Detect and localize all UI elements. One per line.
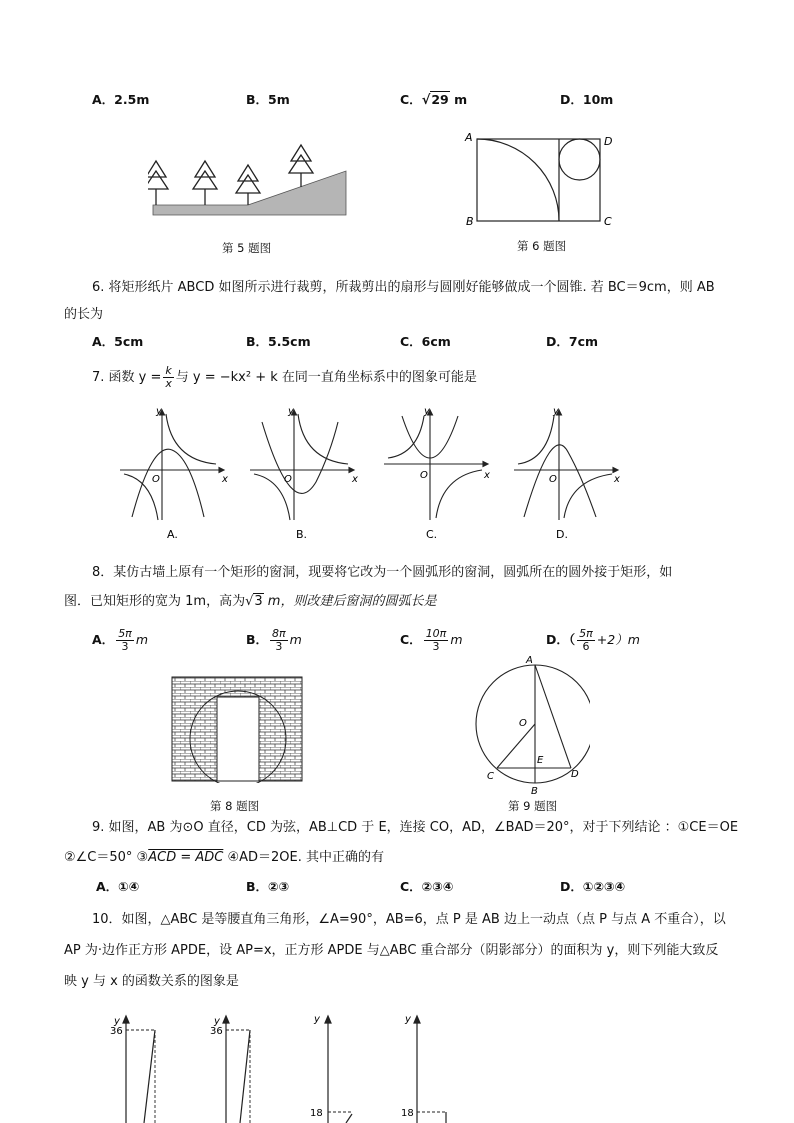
- q6-stem-line2: 的长为: [64, 307, 104, 322]
- label-c: C: [604, 215, 612, 228]
- q9-stem-line2: ②∠C＝50° ③ACD = ADC ④AD＝2OE. 其中正确的有: [64, 850, 385, 865]
- sector-arc: [477, 139, 559, 221]
- label-d: D: [604, 135, 613, 148]
- q8-option-a: A． $\frac{5\pi}{3}$ m: [92, 627, 148, 653]
- graph-b-label: B.: [296, 528, 308, 541]
- q10-graphs: [90, 1008, 460, 1123]
- q9-caption: 第 9 题图: [508, 799, 558, 813]
- graph-a-label: A.: [167, 528, 178, 541]
- q6-caption: 第 6 题图: [517, 239, 567, 253]
- q5-figure: [148, 143, 348, 218]
- label-c: C: [487, 771, 494, 782]
- label-b: B: [531, 786, 538, 797]
- q7-stem: 7. 函数 y = $\frac{k}{x}$ 与 y = −kx² + k 在同一直角坐标系中的图象可能是: [92, 364, 477, 390]
- q8-stem-line2: 图．已知矩形的宽为 1m，高为√3 m，则改建后窗洞的圆弧长是: [64, 594, 437, 609]
- graph-d-label: D.: [556, 528, 568, 541]
- segment-co: [497, 724, 535, 768]
- q10-graph-2: [223, 1016, 250, 1123]
- graph-d-origin: O: [549, 474, 557, 485]
- q10-graph-1-tick: 36: [110, 1026, 123, 1037]
- q9-stem-line1: 9. 如图，AB 为⊙O 直径，CD 为弦，AB⊥CD 于 E，连接 CO，AD，∠BAD＝20°，对于下列结论 ：①CE＝OE: [92, 820, 739, 835]
- q8-option-b: B． $\frac{8\pi}{3}$ m: [246, 627, 302, 653]
- q5-option-c: C．√29 m: [400, 92, 468, 108]
- segment-ad: [535, 665, 571, 768]
- q6-option-a: A．5cm: [92, 334, 144, 349]
- q10-stem-line1: 10．如图，△ABC 是等腰直角三角形，∠A=90°，AB=6，点 P 是 AB 边上一动点（点 P 与点 A 不重合），以: [92, 912, 726, 927]
- q8-stem-line1: 8．某仿古墙上原有一个矩形的窗洞，现要将它改为一个圆弧形的窗洞，圆弧所在的圆外接于矩形，如: [92, 565, 673, 580]
- q9-option-c: C．②③④: [400, 879, 454, 894]
- tree-1-icon: [148, 161, 168, 205]
- q10-graph-1-y-label: y: [114, 1016, 120, 1027]
- label-a: A: [526, 655, 533, 666]
- q10-graph-2-y-label: y: [214, 1016, 220, 1027]
- graph-c-x-label: x: [484, 470, 490, 481]
- graph-b-x-label: x: [352, 474, 358, 485]
- label-a: A: [465, 131, 473, 144]
- graph-d: [514, 410, 618, 520]
- q6-figure: [458, 128, 618, 233]
- graph-c: [384, 410, 488, 520]
- tree-2-icon: [193, 161, 217, 205]
- q5-caption: 第 5 题图: [222, 241, 272, 255]
- graph-b-y-label: y: [288, 406, 294, 417]
- q6-option-c: C．6cm: [400, 334, 451, 349]
- q10-graph-4-y-label: y: [405, 1014, 411, 1025]
- tree-3-icon: [236, 165, 260, 205]
- q10-graph-3: [325, 1016, 352, 1123]
- q8-caption: 第 8 题图: [210, 799, 260, 813]
- tree-4-icon: [289, 145, 313, 187]
- q9-option-d: D．①②③④: [560, 879, 626, 894]
- q8-option-c: C． $\frac{10\pi}{3}$ m: [400, 627, 463, 653]
- graph-c-origin: O: [420, 470, 428, 481]
- q9-option-b: B．②③: [246, 879, 290, 894]
- graph-a-origin: O: [152, 474, 160, 485]
- q5-option-d: D．10m: [560, 92, 614, 107]
- q10-stem-line2: AP 为·边作正方形 APDE，设 AP=x，正方形 APDE 与△ABC 重合部分（阴影部分）的面积为 y，则下列能大致反: [64, 943, 719, 958]
- graph-b-origin: O: [284, 474, 292, 485]
- window-opening: [217, 697, 259, 781]
- q10-graph-1: [123, 1016, 155, 1123]
- graph-a-y-label: y: [156, 406, 162, 417]
- q10-graph-3-tick: 18: [310, 1108, 323, 1119]
- q7-fraction: $\frac{k}{x}$: [165, 364, 172, 390]
- small-circle: [559, 139, 600, 180]
- q6-option-d: D．7cm: [546, 334, 599, 349]
- graph-b: [250, 410, 354, 520]
- label-e: E: [537, 755, 544, 766]
- q6-option-b: B．5.5cm: [246, 334, 311, 349]
- q5-option-a: A．2.5m: [92, 92, 150, 107]
- q10-graph-4-tick: 18: [401, 1108, 414, 1119]
- label-b: B: [466, 215, 474, 228]
- graph-c-y-label: y: [424, 406, 430, 417]
- q8-option-d: D．（ $\frac{5\pi}{6}$ +2）m: [546, 627, 640, 653]
- q6-stem-line1: 6. 将矩形纸片 ABCD 如图所示进行裁剪，所裁剪出的扇形与圆刚好能够做成一个圆锥. 若 BC＝9cm，则 AB: [92, 280, 715, 295]
- graph-c-label: C.: [426, 528, 438, 541]
- q8-figure: [170, 675, 304, 783]
- q10-graph-3-y-label: y: [314, 1014, 320, 1025]
- q10-graph-4: [414, 1016, 446, 1123]
- label-o: O: [519, 718, 527, 729]
- q10-graph-2-tick: 36: [210, 1026, 223, 1037]
- q9-option-a: A．①④: [96, 879, 140, 894]
- q9-figure: [475, 652, 590, 797]
- q5-option-b: B．5m: [246, 92, 290, 107]
- graph-a: [120, 410, 224, 520]
- graph-a-x-label: x: [222, 474, 228, 485]
- q10-stem-line3: 映 y 与 x 的函数关系的图象是: [64, 974, 239, 989]
- q7-graphs: [112, 402, 632, 542]
- label-d: D: [571, 769, 579, 780]
- graph-d-y-label: y: [553, 406, 559, 417]
- graph-d-x-label: x: [614, 474, 620, 485]
- circle-o: [476, 665, 590, 783]
